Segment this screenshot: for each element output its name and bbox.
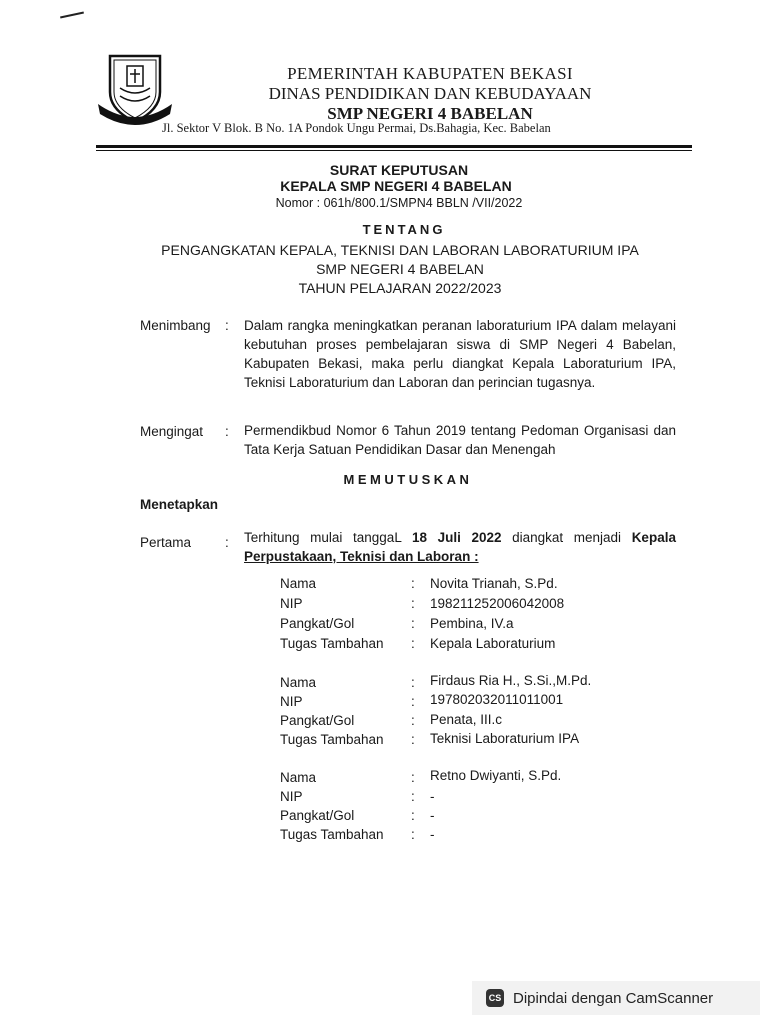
camscanner-icon: CS bbox=[486, 989, 504, 1007]
tentang-heading: TENTANG bbox=[362, 222, 446, 237]
field-label-pangkat: Pangkat/Gol bbox=[280, 616, 355, 631]
decree-subtitle: KEPALA SMP NEGERI 4 BABELAN bbox=[280, 178, 512, 194]
field-colon: : bbox=[411, 596, 415, 611]
menimbang-label: Menimbang bbox=[140, 318, 211, 333]
menimbang-text: Dalam rangka meningkatkan peranan laboraturium IPA dalam melayani kebutuhan proses pembelajaran siswa di SMP Negeri 4 Babelan, Kabupaten Bekasi, maka perlu diangkat Kepala Laboraturium IPA, Teknisi Laboraturium dan Laboran dan perincian tugasnya. bbox=[244, 318, 676, 390]
staff-2-nama: Firdaus Ria H., S.Si.,M.Pd. bbox=[430, 673, 592, 688]
decree-title: SURAT KEPUTUSAN bbox=[329, 162, 469, 178]
pertama-text bbox=[244, 528, 676, 566]
camscanner-text: Dipindai dengan CamScanner bbox=[513, 989, 714, 1007]
field-label-tugas: Tugas Tambahan bbox=[280, 827, 384, 842]
field-label-pangkat: Pangkat/Gol bbox=[280, 808, 355, 823]
pertama-intro: Terhitung mulai tanggaL bbox=[244, 530, 402, 545]
field-label-nip: NIP bbox=[280, 596, 303, 611]
staff-1-tugas: Kepala Laboraturium bbox=[430, 636, 556, 651]
memutuskan-heading: MEMUTUSKAN bbox=[343, 472, 473, 487]
pertama-mid: diangkat menjadi bbox=[512, 530, 622, 545]
staff-2-nip: 197802032011011001 bbox=[430, 692, 564, 707]
camscanner-watermark bbox=[472, 981, 760, 1015]
field-label-pangkat: Pangkat/Gol bbox=[280, 713, 355, 728]
pertama-label: Pertama bbox=[140, 535, 192, 550]
staff-3-nama: Retno Dwiyanti, S.Pd. bbox=[430, 768, 562, 783]
about-line-3: TAHUN PELAJARAN 2022/2023 bbox=[298, 280, 502, 296]
field-label-tugas: Tugas Tambahan bbox=[280, 732, 384, 747]
field-label-tugas: Tugas Tambahan bbox=[280, 636, 384, 651]
pen-mark bbox=[60, 12, 84, 19]
about-line-1: PENGANGKATAN KEPALA, TEKNISI DAN LABORAN LABORATURIUM IPA bbox=[161, 242, 639, 258]
mengingat-colon: : bbox=[225, 424, 229, 439]
field-label-nama: Nama bbox=[280, 576, 317, 591]
staff-1-pangkat: Pembina, IV.a bbox=[430, 616, 514, 631]
staff-1-nama: Novita Trianah, S.Pd. bbox=[430, 576, 558, 591]
field-label-nip: NIP bbox=[280, 694, 303, 709]
mengingat-label: Mengingat bbox=[140, 424, 204, 439]
pertama-role-1: Kepala bbox=[631, 530, 676, 545]
letterhead-school: SMP NEGERI 4 BABELAN bbox=[327, 104, 533, 123]
field-label-nip: NIP bbox=[280, 789, 303, 804]
field-colon: : bbox=[411, 713, 415, 728]
staff-2-tugas: Teknisi Laboraturium IPA bbox=[430, 731, 580, 746]
menetapkan-label: Menetapkan bbox=[140, 497, 219, 512]
field-colon: : bbox=[411, 576, 415, 591]
menimbang-colon: : bbox=[225, 318, 229, 333]
pertama-role-2: Perpustakaan, Teknisi dan Laboran : bbox=[244, 549, 479, 564]
mengingat-text: Permendikbud Nomor 6 Tahun 2019 tentang Pedoman Organisasi dan Tata Kerja Satuan Pendidikan Dasar dan Menengah bbox=[244, 423, 676, 457]
staff-3-tugas: - bbox=[430, 827, 435, 842]
staff-3-pangkat: - bbox=[430, 808, 435, 823]
field-colon: : bbox=[411, 789, 415, 804]
field-label-nama: Nama bbox=[280, 770, 317, 785]
field-label-nama: Nama bbox=[280, 675, 317, 690]
field-colon: : bbox=[411, 770, 415, 785]
field-colon: : bbox=[411, 827, 415, 842]
pertama-date: 18 Juli 2022 bbox=[411, 530, 502, 545]
about-line-2: SMP NEGERI 4 BABELAN bbox=[316, 261, 484, 277]
header-rule-thick bbox=[96, 145, 692, 148]
field-colon: : bbox=[411, 675, 415, 690]
pertama-colon: : bbox=[225, 535, 229, 550]
field-colon: : bbox=[411, 694, 415, 709]
field-colon: : bbox=[411, 636, 415, 651]
staff-3-nip: - bbox=[430, 789, 435, 804]
field-colon: : bbox=[411, 808, 415, 823]
field-colon: : bbox=[411, 732, 415, 747]
staff-2-pangkat: Penata, III.c bbox=[430, 712, 503, 727]
decree-number: Nomor : 061h/800.1/SMPN4 BBLN /VII/2022 bbox=[275, 196, 523, 210]
letterhead-address: Jl. Sektor V Blok. B No. 1A Pondok Ungu Permai, Ds.Bahagia, Kec. Babelan bbox=[162, 121, 551, 135]
field-colon: : bbox=[411, 616, 415, 631]
bekasi-emblem-logo bbox=[96, 52, 174, 128]
staff-1-nip: 198211252006042008 bbox=[430, 596, 565, 611]
header-rule-thin bbox=[96, 150, 692, 151]
letterhead-department: DINAS PENDIDIKAN DAN KEBUDAYAAN bbox=[268, 84, 592, 103]
letterhead-government: PEMERINTAH KABUPATEN BEKASI bbox=[287, 64, 573, 83]
